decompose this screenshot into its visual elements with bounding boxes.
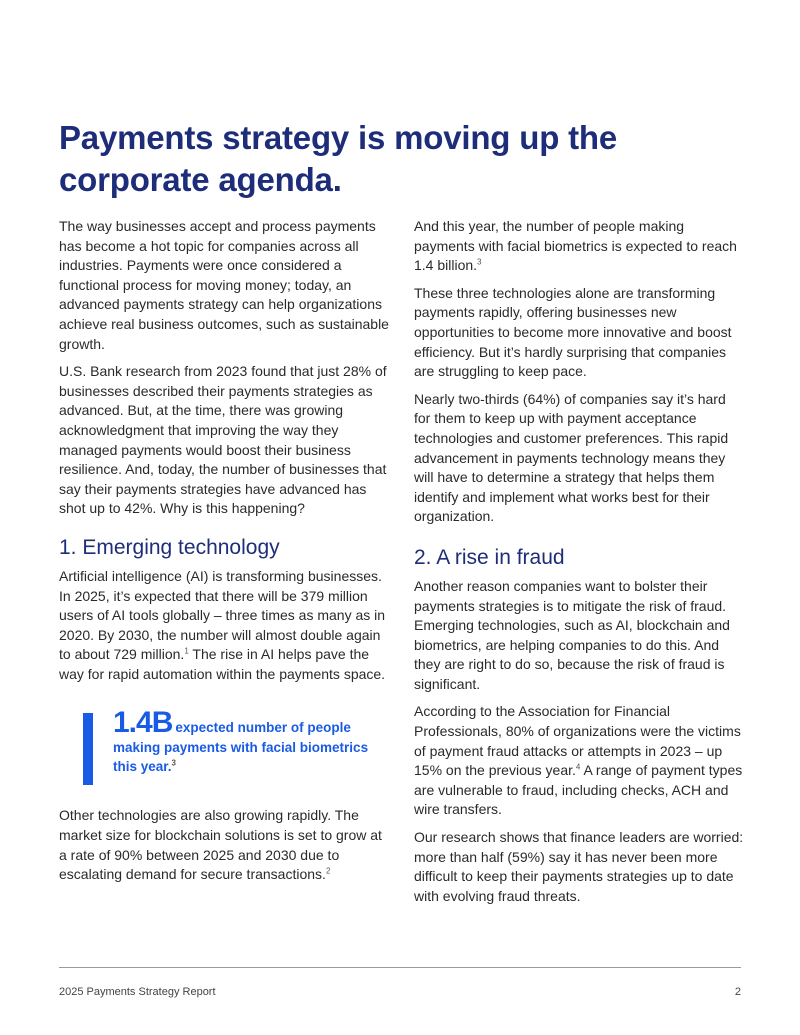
callout-accent-bar <box>83 713 93 785</box>
callout-stat-number: 1.4B <box>113 706 173 740</box>
footnote-ref-3-callout: 3 <box>171 758 176 768</box>
footnote-ref-2: 2 <box>325 866 331 876</box>
intro-paragraph: The way businesses accept and process payments has become a hot topic for companies across all industries. Payments were once considered a functional process for moving money; today, an advanced payments strategy can help organizations achieve real business outcomes, such as sustainable growth. <box>59 218 389 352</box>
stat-callout <box>83 708 389 780</box>
left-column <box>59 217 389 893</box>
afp-paragraph <box>414 702 744 820</box>
footer-divider <box>59 967 741 968</box>
ai-paragraph <box>59 567 389 685</box>
fraud-mitigation-paragraph: Another reason companies want to bolster their payments strategies is to mitigate the risk of fraud. Emerging technologies, such as AI, blockchain and biometrics, are helping companies to do this. And they are right to do so, because the risk of fraud is significant. <box>414 577 730 692</box>
section-heading-emerging-technology: 1. Emerging technology <box>59 535 280 559</box>
research-paragraph: U.S. Bank research from 2023 found that just 28% of businesses described their payments strategies as advanced. But, at the time, there was growing acknowledgment that improving the way they managed payments would boost their business resilience. And, today, the number of businesses that say their payments strategies have advanced has shot up to 42%. Why is this happening? <box>59 363 387 517</box>
footnote-ref-1: 1 <box>184 646 189 656</box>
callout-stat-label: expected number of people making payments with facial biometrics this year. <box>113 720 369 775</box>
blockchain-paragraph-text: Other technologies are also growing rapidly. The market size for blockchain solutions is set to grow at a rate of 90% between 2025 and 2030 due to escalating demand for secure transactions. <box>59 807 382 883</box>
page-title: Payments strategy is moving up the corporate agenda. <box>59 119 618 198</box>
biometrics-paragraph <box>414 217 744 276</box>
finance-leaders-paragraph: Our research shows that finance leaders are worried: more than half (59%) say it has never been more difficult to keep their payments strategies up to date with evolving fraud threats. <box>414 829 744 904</box>
section-heading-fraud: 2. A rise in fraud <box>414 545 565 569</box>
ai-paragraph-text-end: The rise in AI helps pave the way for rapid automation within the payments space. <box>59 646 386 682</box>
callout-text-block <box>113 708 389 776</box>
footnote-ref-4: 4 <box>575 762 581 772</box>
footer-page-number: 2 <box>734 986 741 998</box>
right-column <box>414 217 744 914</box>
biometrics-paragraph-text: And this year, the number of people making payments with facial biometrics is expected to reach 1.4 billion. <box>414 218 737 274</box>
afp-paragraph-text: According to the Association for Financial Professionals, 80% of organizations were the victims of payment fraud attacks or attempts in 2023 – up 15% on the previous year. <box>414 703 741 779</box>
ai-paragraph-text: Artificial intelligence (AI) is transforming businesses. In 2025, it’s expected that there will be 379 million users of AI tools globally – three times as many as in 2020. By 2030, the number will almost double again to about 729 million. <box>59 567 386 663</box>
footnote-ref-3: 3 <box>477 257 482 267</box>
two-thirds-paragraph: Nearly two-thirds (64%) of companies say it’s hard for them to keep up with payment acceptance technologies and customer preferences. This rapid advancement in payments technology means they will have to determine a strategy that helps them identify and implement what works best for their organization. <box>414 390 729 525</box>
footer-report-name: 2025 Payments Strategy Report <box>59 986 216 998</box>
afp-paragraph-text-end: A range of payment types are vulnerable to fraud, including checks, ACH and wire transfers. <box>414 762 743 818</box>
transformation-paragraph: These three technologies alone are transforming payments rapidly, offering businesses new opportunities to become more innovative and boost efficiency. But it’s hardly surprising that companies are struggling to keep pace. <box>414 284 732 380</box>
blockchain-paragraph <box>59 806 389 884</box>
